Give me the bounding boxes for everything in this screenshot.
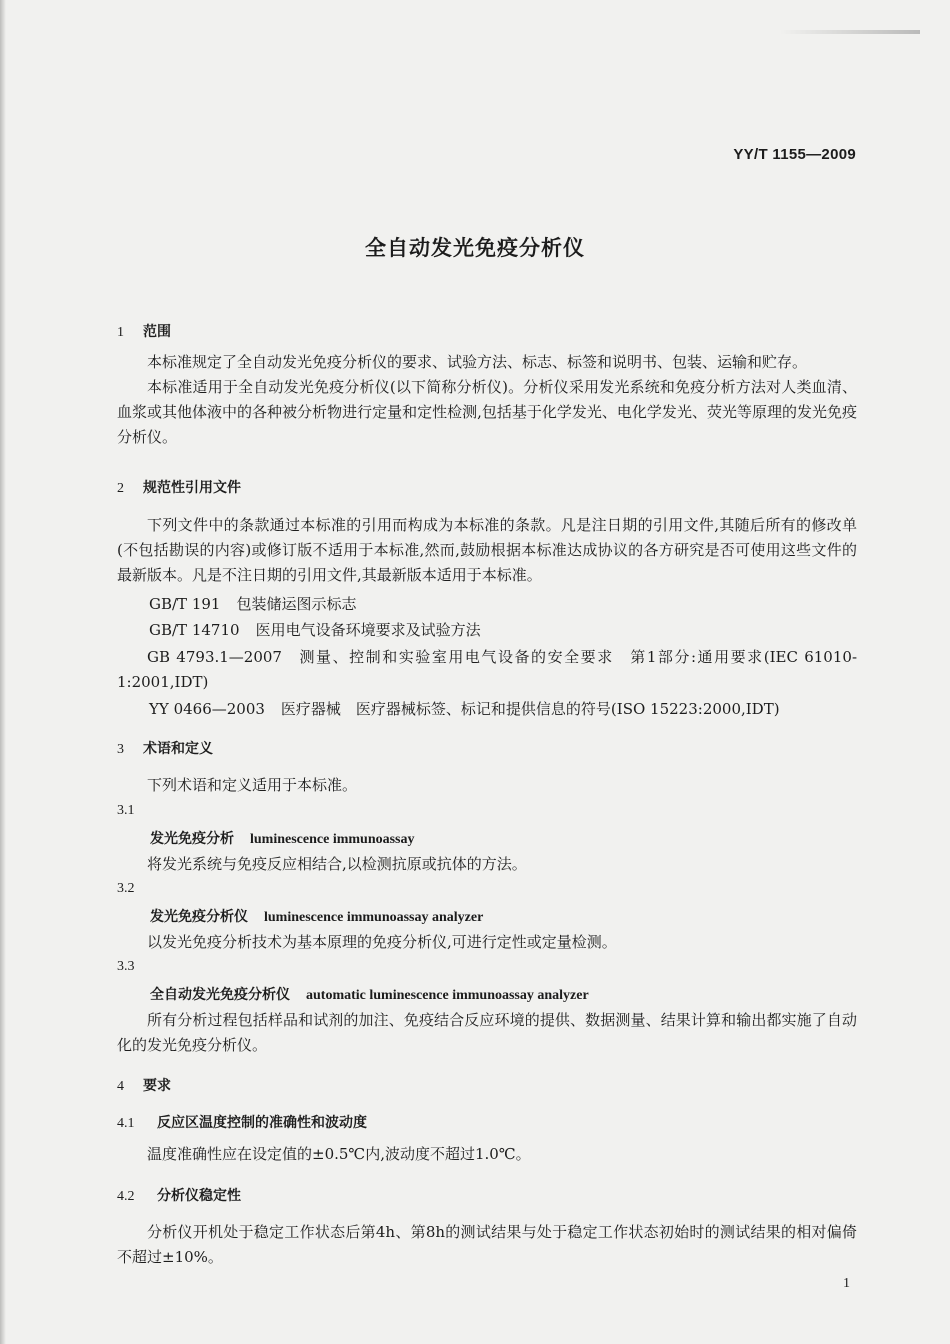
paragraph: 本标准适用于全自动发光免疫分析仪(以下简称分析仪)。分析仪采用发光系统和免疫分析方法对人类血清、血浆或其他体液中的各种被分析物进行定量和定性检测,包括基于化学发光、电化学发光、荧光等原理的发光免疫分析仪。 [117, 378, 857, 446]
term-number: 3.1 [117, 803, 135, 818]
paragraph: 本标准规定了全自动发光免疫分析仪的要求、试验方法、标志、标签和说明书、包装、运输和贮存。 [147, 353, 808, 371]
term-number: 3.3 [117, 959, 135, 974]
reference-item: YY 0466—2003 医疗器械 医疗器械标签、标记和提供信息的符号(ISO 15223:2000,IDT) [149, 700, 780, 718]
reference-item: GB/T 14710 医用电气设备环境要求及试验方法 [149, 621, 481, 639]
scan-edge [0, 0, 6, 1344]
section-2-body [117, 513, 857, 588]
paragraph: 下列文件中的条款通过本标准的引用而构成为本标准的条款。凡是注日期的引用文件,其随后所有的修改单(不包括勘误的内容)或修订版不适用于本标准,然而,鼓励根据本标准达成协议的各方研究是否可使用这些文件的最新版本。凡是不注日期的引用文件,其最新版本适用于本标准。 [117, 516, 857, 584]
section-4-1-heading: 4.1 反应区温度控制的准确性和波动度 [117, 1115, 367, 1131]
section-1-heading: 1 范围 [117, 324, 171, 340]
section-3-heading: 3 术语和定义 [117, 741, 213, 757]
section-4-heading: 4 要求 [117, 1078, 171, 1094]
document-title: 全自动发光免疫分析仪 [365, 236, 585, 260]
reference-item: GB 4793.1—2007 测量、控制和实验室用电气设备的安全要求 第1部分:通用要求(IEC 61010-1:2001,IDT) [117, 648, 858, 691]
term-heading: 发光免疫分析仪 luminescence immunoassay analyzer [150, 909, 484, 925]
page-number: 1 [843, 1276, 850, 1291]
section-4-2-body: 分析仪开机处于稳定工作状态后第4h、第8h的测试结果与处于稳定工作状态初始时的测试结果的相对偏倚不超过±10%。 [117, 1223, 857, 1266]
standard-code: YY/T 1155—2009 [733, 146, 856, 163]
term-number: 3.2 [117, 881, 135, 896]
term-heading: 发光免疫分析 luminescence immunoassay [150, 831, 415, 847]
section-4-2-heading: 4.2 分析仪稳定性 [117, 1188, 241, 1204]
term-heading: 全自动发光免疫分析仪 automatic luminescence immunoassay analyzer [150, 987, 589, 1003]
reference-item: GB/T 191 包装储运图示标志 [149, 595, 357, 613]
term-definition: 将发光系统与免疫反应相结合,以检测抗原或抗体的方法。 [147, 855, 527, 873]
section-3-intro: 下列术语和定义适用于本标准。 [147, 776, 358, 794]
term-definition: 以发光免疫分析技术为基本原理的免疫分析仪,可进行定性或定量检测。 [147, 933, 617, 951]
scan-edge-top [780, 30, 920, 34]
term-definition: 所有分析过程包括样品和试剂的加注、免疫结合反应环境的提供、数据测量、结果计算和输出都实施了自动化的发光免疫分析仪。 [117, 1011, 857, 1054]
section-4-1-body: 温度准确性应在设定值的±0.5℃内,波动度不超过1.0℃。 [147, 1145, 531, 1163]
section-1-body [117, 350, 857, 450]
section-2-heading: 2 规范性引用文件 [117, 480, 241, 496]
